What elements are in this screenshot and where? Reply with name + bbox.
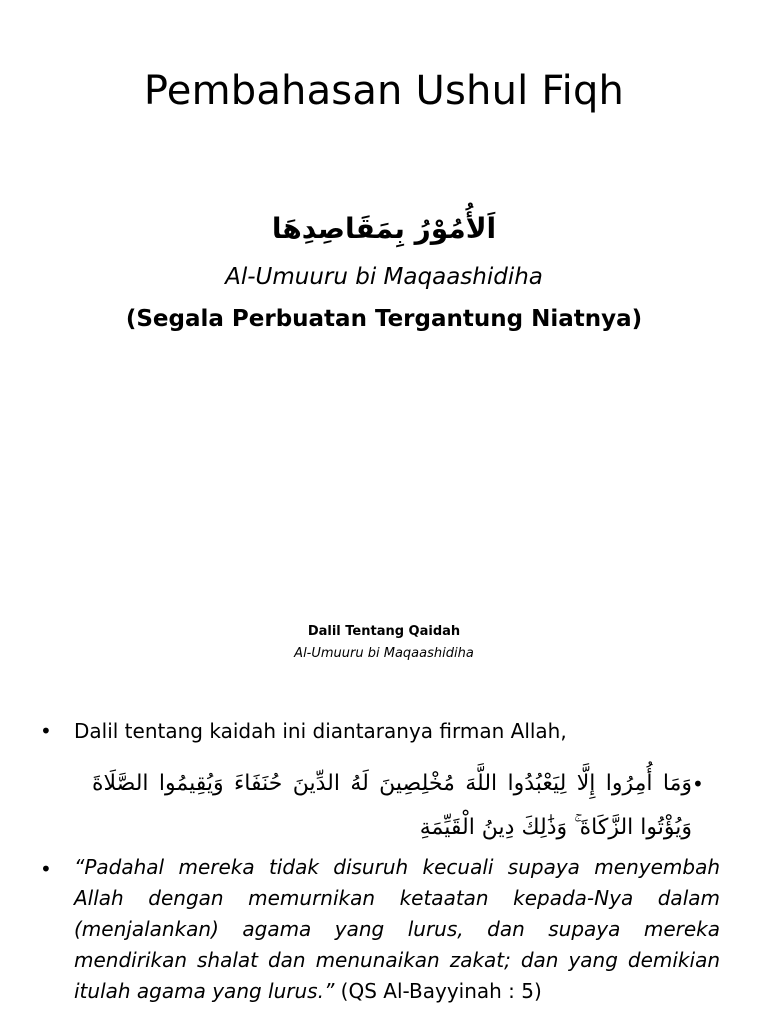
- slide-title: Pembahasan Ushul Fiqh: [143, 68, 625, 114]
- dalil-heading: Dalil Tentang Qaidah: [307, 624, 461, 639]
- translation-text: [74, 852, 720, 1007]
- meaning-heading: (Segala Perbuatan Tergantung Niatnya): [125, 306, 643, 332]
- bullet-icon: •: [40, 719, 52, 743]
- bullet-list: [40, 714, 722, 1007]
- bullet-icon: •: [692, 772, 704, 796]
- translation-source: (QS Al-Bayyinah : 5): [334, 979, 542, 1003]
- latin-heading: Al-Umuuru bi Maqaashidiha: [225, 264, 543, 290]
- arabic-heading: اَلأُمُوْرُ بِمَقَاصِدِهَا: [271, 212, 497, 245]
- bullet-item-translation: [40, 852, 722, 1007]
- translation-quote: “Padahal mereka tidak disuruh kecuali supaya menyembah Allah dengan memurnikan ketaatan kepada-Nya dalam (menjalankan) agama yang lurus, dan supaya mereka mendirikan shalat dan menunaikan zakat; dan yang demikian itulah agama yang lurus.”: [74, 855, 720, 1003]
- intro-text: Dalil tentang kaidah ini diantaranya firman Allah,: [74, 719, 567, 743]
- bullet-item-arabic-verse: [74, 762, 722, 850]
- bullet-item-intro: [40, 714, 722, 748]
- dalil-subheading: Al-Umuuru bi Maqaashidiha: [294, 646, 474, 661]
- bullet-icon: •: [40, 857, 52, 881]
- arabic-verse: وَمَا أُمِرُوا إِلَّا لِيَعْبُدُوا اللَّهَ مُخْلِصِينَ لَهُ الدِّينَ حُنَفَاءَ وَيُقِيمُوا الصَّلَاةَ وَيُؤْتُوا الزَّكَاةَ ۚ وَذَٰلِكَ دِينُ الْقَيِّمَةِ: [92, 771, 692, 840]
